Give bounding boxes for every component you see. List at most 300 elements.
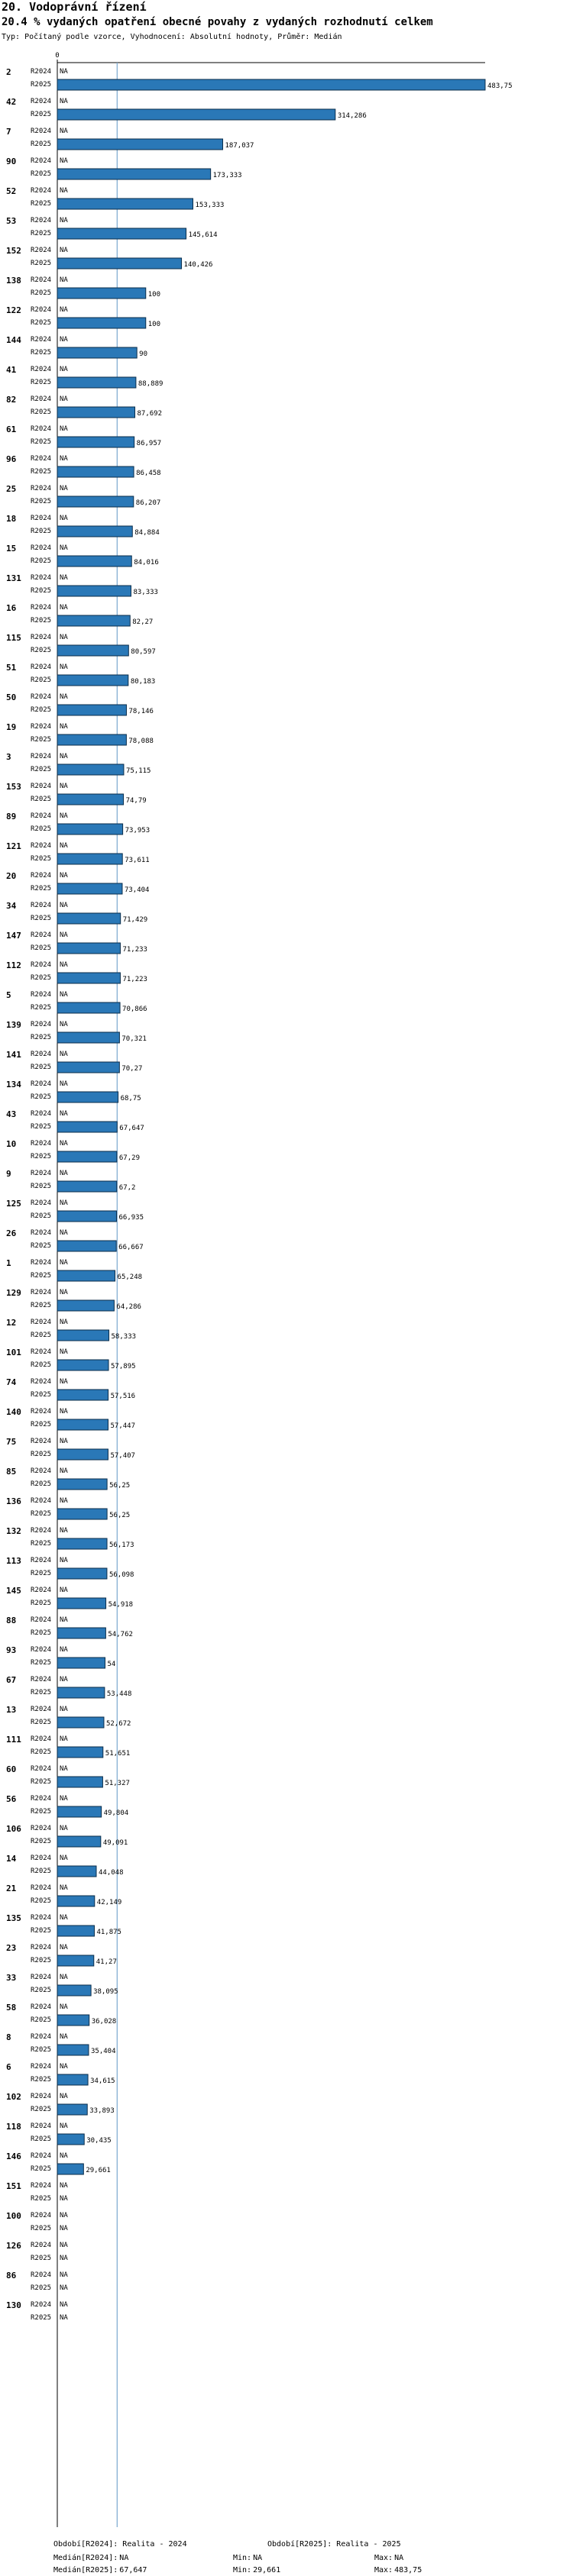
series-label-2024: R2024: [31, 1914, 52, 1922]
series-label-2024: R2024: [31, 1646, 52, 1654]
value-label-2025: 70,866: [122, 1006, 147, 1013]
value-label-2024: NA: [60, 1408, 68, 1416]
bar-2025: [57, 318, 146, 328]
min-2024-key: Min:: [233, 2554, 252, 2562]
median-2025-key: Medián[R2025]:: [53, 2566, 118, 2574]
series-label-2025: R2025: [31, 944, 52, 952]
value-label-2024: NA: [60, 1051, 68, 1058]
series-label-2025: R2025: [31, 81, 52, 89]
median-2024-value: NA: [119, 2554, 129, 2562]
series-label-2025: R2025: [31, 379, 52, 386]
series-label-2025: R2025: [31, 2046, 52, 2054]
series-label-2024: R2024: [31, 1855, 52, 1862]
series-label-2025: R2025: [31, 676, 52, 684]
series-label-2024: R2024: [31, 1706, 52, 1713]
series-label-2024: R2024: [31, 783, 52, 790]
series-label-2025: R2025: [31, 1183, 52, 1190]
row-id: 51: [6, 663, 17, 673]
value-label-2024: NA: [60, 217, 68, 224]
max-2025: [374, 2566, 422, 2574]
series-label-2025: R2025: [31, 1421, 52, 1428]
row-id: 34: [6, 901, 17, 911]
bar-2025: [57, 1181, 117, 1192]
series-label-2024: R2024: [31, 1140, 52, 1148]
bar-2025: [57, 764, 124, 775]
series-label-2024: R2024: [31, 395, 52, 403]
row-id: 26: [6, 1228, 17, 1238]
series-label-2025: R2025: [31, 408, 52, 416]
series-label-2025: R2025: [31, 1600, 52, 1607]
bar-2025: [57, 1866, 96, 1877]
series-label-2025: R2025: [31, 557, 52, 565]
series-label-2025: R2025: [31, 1808, 52, 1816]
value-label-2025: 100: [147, 291, 161, 299]
row-id: 16: [6, 603, 17, 613]
value-label-2024: NA: [60, 98, 68, 105]
row-id: 96: [6, 454, 17, 464]
value-label-2025: 67,2: [118, 1184, 136, 1192]
value-label-2024: NA: [60, 634, 68, 641]
series-label-2024: R2024: [31, 1795, 52, 1803]
value-label-2024: NA: [60, 2033, 68, 2041]
min-2025: [233, 2566, 280, 2574]
bar-2025: [57, 2134, 84, 2145]
value-label-2024: NA: [60, 663, 68, 671]
series-label-2024: R2024: [31, 2003, 52, 2011]
series-label-2024: R2024: [31, 1289, 52, 1296]
value-label-2024: NA: [60, 2063, 68, 2071]
bar-2025: [57, 1896, 95, 1906]
value-label-2025: 54,918: [108, 1601, 134, 1609]
bar-2025: [57, 169, 211, 179]
series-label-2025: R2025: [31, 230, 52, 237]
row-id: 130: [6, 2300, 21, 2310]
series-label-2025: R2025: [31, 1748, 52, 1756]
row-id: 13: [6, 1705, 17, 1715]
series-label-2025: R2025: [31, 766, 52, 773]
value-label-2025: 29,661: [86, 2167, 111, 2174]
series-label-2024: R2024: [31, 753, 52, 760]
series-label-2024: R2024: [31, 842, 52, 850]
value-label-2025: 145,614: [188, 231, 218, 239]
series-label-2025: R2025: [31, 2284, 52, 2292]
bar-2025: [57, 973, 120, 983]
series-label-2024: R2024: [31, 1319, 52, 1326]
value-label-2024: NA: [60, 187, 68, 195]
value-label-2025: NA: [60, 2225, 68, 2232]
value-label-2025: 33,893: [89, 2107, 115, 2115]
value-label-2024: NA: [60, 395, 68, 403]
value-label-2024: NA: [60, 2301, 68, 2309]
series-label-2025: R2025: [31, 2135, 52, 2143]
bar-2025: [57, 913, 121, 924]
row-id: 56: [6, 1794, 17, 1804]
value-label-2024: NA: [60, 1646, 68, 1654]
bar-2025: [57, 1777, 102, 1787]
bar-2025: [57, 1926, 94, 1936]
row-id: 67: [6, 1675, 17, 1685]
value-label-2024: NA: [60, 991, 68, 999]
bar-2025: [57, 2164, 83, 2174]
value-label-2025: 153,333: [195, 202, 225, 209]
series-label-2025: R2025: [31, 438, 52, 446]
value-label-2024: NA: [60, 1795, 68, 1803]
series-label-2024: R2024: [31, 2182, 52, 2190]
value-label-2025: 87,692: [137, 410, 163, 418]
value-label-2025: 88,889: [138, 380, 163, 388]
value-label-2025: 51,327: [105, 1780, 130, 1787]
series-label-2025: R2025: [31, 915, 52, 922]
series-label-2024: R2024: [31, 723, 52, 731]
value-label-2025: 100: [147, 321, 161, 328]
value-label-2025: 66,667: [118, 1244, 144, 1251]
value-label-2024: NA: [60, 1289, 68, 1296]
value-label-2024: NA: [60, 1170, 68, 1177]
series-label-2025: R2025: [31, 1987, 52, 1994]
value-label-2025: 82,27: [132, 618, 154, 626]
series-label-2025: R2025: [31, 528, 52, 535]
series-label-2025: R2025: [31, 289, 52, 297]
value-label-2025: 86,207: [135, 499, 161, 507]
series-label-2024: R2024: [31, 1229, 52, 1237]
row-id: 132: [6, 1526, 21, 1536]
median-2025: [53, 2566, 147, 2574]
value-label-2025: 42,149: [96, 1899, 122, 1906]
value-label-2024: NA: [60, 544, 68, 552]
row-id: 3: [6, 752, 11, 762]
value-label-2025: 65,248: [117, 1273, 143, 1281]
row-id: 145: [6, 1586, 21, 1596]
series-label-2024: R2024: [31, 1199, 52, 1207]
bar-2025: [57, 1270, 115, 1281]
value-label-2025: 75,115: [125, 767, 151, 775]
row-id: 146: [6, 2152, 21, 2161]
value-label-2025: 74,79: [125, 797, 147, 805]
series-label-2025: R2025: [31, 974, 52, 982]
value-label-2025: 84,016: [134, 559, 159, 567]
value-label-2025: 90: [139, 350, 148, 358]
series-label-2024: R2024: [31, 1944, 52, 1951]
value-label-2025: 140,426: [183, 261, 213, 269]
value-label-2025: 73,611: [125, 857, 150, 864]
row-id: 129: [6, 1288, 21, 1298]
value-label-2025: 57,447: [110, 1422, 136, 1430]
series-label-2025: R2025: [31, 1302, 52, 1309]
bar-2025: [57, 2045, 89, 2055]
series-label-2025: R2025: [31, 2255, 52, 2262]
value-label-2025: 80,597: [131, 648, 156, 656]
series-label-2024: R2024: [31, 1765, 52, 1773]
value-label-2025: 67,29: [118, 1154, 140, 1162]
row-id: 10: [6, 1139, 17, 1149]
series-label-2025: R2025: [31, 1004, 52, 1012]
series-label-2025: R2025: [31, 825, 52, 833]
series-label-2024: R2024: [31, 2093, 52, 2100]
value-label-2025: 78,088: [128, 738, 154, 745]
x-tick-label: 0: [55, 52, 60, 60]
row-id: 86: [6, 2271, 17, 2281]
value-label-2025: 70,27: [121, 1065, 143, 1073]
series-label-2025: R2025: [31, 1629, 52, 1637]
series-label-2025: R2025: [31, 1689, 52, 1696]
series-label-2025: R2025: [31, 1927, 52, 1935]
bar-2025: [57, 407, 135, 418]
row-id: 101: [6, 1348, 21, 1357]
value-label-2025: 64,286: [116, 1303, 141, 1311]
bar-2025: [57, 1002, 120, 1013]
median-2025-value: 67,647: [119, 2566, 147, 2574]
row-id: 93: [6, 1645, 17, 1655]
row-id: 139: [6, 1020, 21, 1030]
value-label-2025: 56,173: [109, 1541, 134, 1549]
row-id: 8: [6, 2032, 11, 2042]
bar-2025: [57, 1955, 94, 1966]
row-id: 125: [6, 1199, 21, 1209]
series-label-2025: R2025: [31, 349, 52, 357]
bar-2025: [57, 1151, 117, 1162]
value-label-2024: NA: [60, 1140, 68, 1148]
row-id: 41: [6, 365, 17, 375]
series-label-2024: R2024: [31, 247, 52, 254]
value-label-2025: 71,429: [122, 916, 148, 924]
value-label-2024: NA: [60, 1587, 68, 1594]
value-label-2025: 57,407: [110, 1452, 135, 1460]
value-label-2025: 78,146: [128, 708, 154, 715]
value-label-2024: NA: [60, 1467, 68, 1475]
value-label-2025: 71,223: [122, 976, 147, 983]
series-label-2024: R2024: [31, 1259, 52, 1267]
value-label-2024: NA: [60, 1199, 68, 1207]
value-label-2024: NA: [60, 1884, 68, 1892]
value-label-2025: 86,957: [136, 440, 162, 447]
row-id: 136: [6, 1496, 21, 1506]
value-label-2024: NA: [60, 1974, 68, 1981]
value-label-2024: NA: [60, 485, 68, 492]
series-label-2024: R2024: [31, 663, 52, 671]
value-label-2025: 54: [107, 1661, 116, 1668]
value-label-2024: NA: [60, 2093, 68, 2100]
bar-2025: [57, 734, 126, 745]
series-label-2025: R2025: [31, 1480, 52, 1488]
value-label-2025: 41,27: [96, 1958, 117, 1966]
period-2024-label: Období[R2024]: Realita - 2024: [53, 2540, 187, 2549]
row-id: 141: [6, 1050, 21, 1060]
value-label-2024: NA: [60, 1557, 68, 1564]
value-label-2025: 36,028: [91, 2018, 117, 2026]
bar-2025: [57, 377, 136, 388]
bar-2025: [57, 615, 130, 626]
series-label-2024: R2024: [31, 991, 52, 999]
row-id: 121: [6, 841, 21, 851]
row-id: 135: [6, 1913, 21, 1923]
series-label-2025: R2025: [31, 617, 52, 625]
value-label-2024: NA: [60, 455, 68, 463]
bar-2025: [57, 496, 134, 507]
bar-2025: [57, 705, 126, 715]
value-label-2024: NA: [60, 2152, 68, 2160]
series-label-2025: R2025: [31, 796, 52, 803]
row-id: 138: [6, 276, 21, 286]
series-label-2024: R2024: [31, 1825, 52, 1832]
bar-2025: [57, 824, 123, 834]
value-label-2025: 187,037: [225, 142, 254, 150]
series-label-2024: R2024: [31, 902, 52, 909]
row-id: 21: [6, 1884, 17, 1893]
series-label-2024: R2024: [31, 1884, 52, 1892]
series-label-2025: R2025: [31, 2016, 52, 2024]
series-label-2024: R2024: [31, 1051, 52, 1058]
series-label-2025: R2025: [31, 706, 52, 714]
row-id: 134: [6, 1080, 21, 1089]
series-label-2025: R2025: [31, 1123, 52, 1131]
value-label-2025: 80,183: [130, 678, 156, 686]
value-label-2024: NA: [60, 1348, 68, 1356]
row-id: 42: [6, 97, 17, 107]
value-label-2025: 44,048: [98, 1869, 124, 1877]
value-label-2025: 52,672: [105, 1720, 131, 1728]
max-2024-key: Max:: [374, 2554, 393, 2562]
value-label-2025: 68,75: [120, 1095, 141, 1102]
value-label-2025: 53,448: [106, 1690, 132, 1698]
value-label-2024: NA: [60, 1110, 68, 1118]
bar-2025: [57, 139, 223, 150]
chart-meta: Typ: Počítaný podle vzorce, Vyhodnocení: Absolutní hodnoty, Průměr: Medián: [2, 33, 342, 41]
series-label-2025: R2025: [31, 1540, 52, 1548]
page-title: 20. Vodoprávní řízení: [2, 0, 147, 14]
row-id: 147: [6, 931, 21, 941]
series-label-2025: R2025: [31, 1778, 52, 1786]
series-label-2024: R2024: [31, 485, 52, 492]
bar-2025: [57, 1806, 102, 1817]
value-label-2025: 173,333: [212, 172, 242, 179]
bar-2025: [57, 1717, 104, 1728]
series-label-2024: R2024: [31, 1616, 52, 1624]
row-id: 102: [6, 2092, 21, 2102]
series-label-2024: R2024: [31, 217, 52, 224]
value-label-2024: NA: [60, 2003, 68, 2011]
row-id: 52: [6, 186, 17, 196]
value-label-2024: NA: [60, 2242, 68, 2249]
bar-2025: [57, 1985, 91, 1996]
value-label-2024: NA: [60, 1259, 68, 1267]
value-label-2024: NA: [60, 2182, 68, 2190]
bar-2025: [57, 645, 128, 656]
row-id: 5: [6, 990, 11, 1000]
row-id: 85: [6, 1467, 17, 1477]
bar-2025: [57, 199, 193, 209]
bar-2025: [57, 1449, 108, 1460]
value-label-2024: NA: [60, 753, 68, 760]
bar-2025: [57, 109, 335, 120]
series-label-2024: R2024: [31, 1557, 52, 1564]
bar-2025: [57, 79, 485, 90]
bar-2025: [57, 1062, 119, 1073]
median-2024: [53, 2554, 128, 2562]
max-2025-key: Max:: [374, 2566, 393, 2574]
value-label-2024: NA: [60, 1527, 68, 1535]
value-label-2024: NA: [60, 1616, 68, 1624]
bar-2025: [57, 1300, 114, 1311]
max-2024-value: NA: [394, 2554, 404, 2562]
value-label-2025: 314,286: [337, 112, 367, 120]
series-label-2025: R2025: [31, 1034, 52, 1041]
value-label-2024: NA: [60, 1765, 68, 1773]
row-id: 144: [6, 335, 21, 345]
value-label-2025: 483,75: [487, 82, 513, 90]
series-label-2025: R2025: [31, 1242, 52, 1250]
row-id: 89: [6, 812, 17, 822]
value-label-2024: NA: [60, 1438, 68, 1445]
series-label-2024: R2024: [31, 306, 52, 314]
series-label-2025: R2025: [31, 1838, 52, 1845]
series-label-2024: R2024: [31, 1021, 52, 1028]
series-label-2024: R2024: [31, 128, 52, 135]
bar-2025: [57, 1390, 108, 1400]
bar-2025: [57, 883, 122, 894]
bar-2025: [57, 586, 131, 596]
row-id: 90: [6, 157, 17, 166]
series-label-2025: R2025: [31, 2165, 52, 2173]
chart-title: 20.4 % vydaných opatření obecné povahy z vydaných rozhodnutí celkem: [2, 16, 433, 28]
bar-2025: [57, 794, 124, 805]
series-label-2024: R2024: [31, 366, 52, 373]
series-label-2025: R2025: [31, 1212, 52, 1220]
row-id: 88: [6, 1616, 17, 1625]
series-label-2025: R2025: [31, 1510, 52, 1518]
series-label-2024: R2024: [31, 515, 52, 522]
series-label-2025: R2025: [31, 1064, 52, 1071]
value-label-2024: NA: [60, 931, 68, 939]
value-label-2024: NA: [60, 247, 68, 254]
value-label-2025: 56,098: [108, 1571, 134, 1579]
value-label-2024: NA: [60, 306, 68, 314]
value-label-2024: NA: [60, 1319, 68, 1326]
series-label-2024: R2024: [31, 2301, 52, 2309]
value-label-2024: NA: [60, 366, 68, 373]
bar-2025: [57, 556, 131, 567]
bar-2025: [57, 1598, 106, 1609]
value-label-2025: 66,935: [118, 1214, 144, 1222]
series-label-2024: R2024: [31, 425, 52, 433]
row-id: 118: [6, 2122, 21, 2132]
row-id: 2: [6, 67, 11, 77]
value-label-2024: NA: [60, 842, 68, 850]
bar-2025: [57, 258, 182, 269]
series-label-2025: R2025: [31, 1332, 52, 1339]
series-label-2025: R2025: [31, 855, 52, 863]
row-id: 115: [6, 633, 21, 643]
bar-2025: [57, 943, 120, 954]
series-label-2024: R2024: [31, 574, 52, 582]
series-label-2024: R2024: [31, 1170, 52, 1177]
value-label-2024: NA: [60, 812, 68, 820]
series-label-2025: R2025: [31, 1957, 52, 1964]
median-2024-key: Medián[R2024]:: [53, 2554, 118, 2562]
value-label-2024: NA: [60, 783, 68, 790]
value-label-2025: 84,884: [134, 529, 160, 537]
value-label-2025: NA: [60, 2195, 68, 2203]
series-label-2025: R2025: [31, 885, 52, 893]
value-label-2025: 57,895: [111, 1363, 136, 1370]
row-id: 61: [6, 424, 17, 434]
series-label-2024: R2024: [31, 1974, 52, 1981]
value-label-2025: NA: [60, 2284, 68, 2292]
series-label-2025: R2025: [31, 1153, 52, 1160]
row-id: 58: [6, 2003, 17, 2013]
series-label-2025: R2025: [31, 498, 52, 505]
series-label-2025: R2025: [31, 2106, 52, 2113]
value-label-2024: NA: [60, 604, 68, 612]
